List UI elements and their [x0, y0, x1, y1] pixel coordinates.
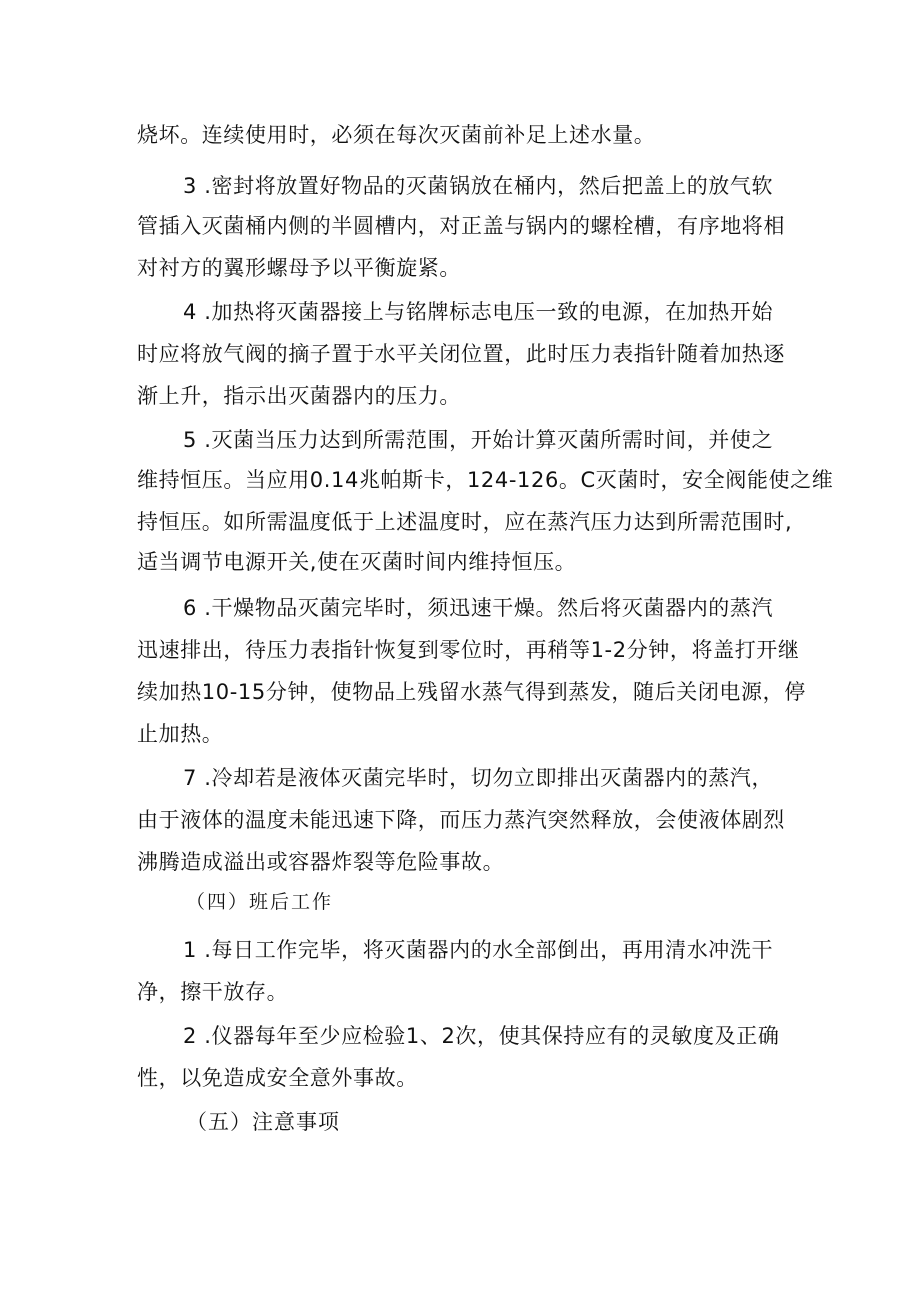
paragraph-6-line: 6 .干燥物品灭菌完毕时，须迅速干燥。然后将灭菌器内的蒸汽	[183, 596, 774, 620]
text-line: 管插入灭菌桶内侧的半圆槽内，对正盖与锅内的螺栓槽，有序地将相	[137, 214, 785, 238]
text-line: 净，擦干放存。	[137, 980, 289, 1004]
paragraph-3-line: 3 .密封将放置好物品的灭菌锅放在桶内，然后把盖上的放气软	[183, 174, 774, 198]
paragraph-7-line: 7 .冷却若是液体灭菌完毕时，切勿立即排出灭菌器内的蒸汽，	[183, 766, 774, 790]
text-line: 性，以免造成安全意外事故。	[137, 1066, 418, 1090]
text-line: 适当调节电源开关,使在灭菌时间内维持恒压。	[137, 550, 577, 574]
text-line: 由于液体的温度未能迅速下降，而压力蒸汽突然释放，会使液体剧烈	[137, 808, 785, 832]
text-line: 时应将放气阀的摘子置于水平关闭位置，此时压力表指针随着加热逐	[137, 342, 785, 366]
paragraph-2-line: 2 .仪器每年至少应检验1、2次，使其保持应有的灵敏度及正确	[183, 1024, 780, 1048]
text-line: 迅速排出，待压力表指针恢复到零位时，再稍等1-2分钟，将盖打开继	[137, 638, 800, 662]
text-line: 止加热。	[137, 722, 224, 746]
text-line: 持恒压。如所需温度低于上述温度时，应在蒸汽压力达到所需范围时,	[137, 510, 793, 534]
paragraph-1-line: 1 .每日工作完毕，将灭菌器内的水全部倒出，再用清水冲洗干	[183, 938, 774, 962]
text-line: 维持恒压。当应用0.14兆帕斯卡，124-126。C灭菌时，安全阀能使之维	[137, 468, 834, 492]
text-line: 对衬方的翼形螺母予以平衡旋紧。	[137, 256, 461, 280]
section-heading-precautions: （五）注意事项	[186, 1110, 340, 1134]
text-line: 续加热10-15分钟，使物品上残留水蒸气得到蒸发，随后关闭电源，停	[137, 680, 806, 704]
section-heading-after-shift-work: （四）班后工作	[186, 891, 334, 913]
paragraph-4-line: 4 .加热将灭菌器接上与铭牌标志电压一致的电源，在加热开始	[183, 300, 774, 324]
text-line: 沸腾造成溢出或容器炸裂等危险事故。	[137, 850, 505, 874]
text-line: 烧坏。连续使用时，必须在每次灭菌前补足上述水量。	[137, 123, 656, 147]
paragraph-5-line: 5 .灭菌当压力达到所需范围，开始计算灭菌所需时间，并使之	[183, 428, 774, 452]
text-line: 渐上升，指示出灭菌器内的压力。	[137, 384, 461, 408]
